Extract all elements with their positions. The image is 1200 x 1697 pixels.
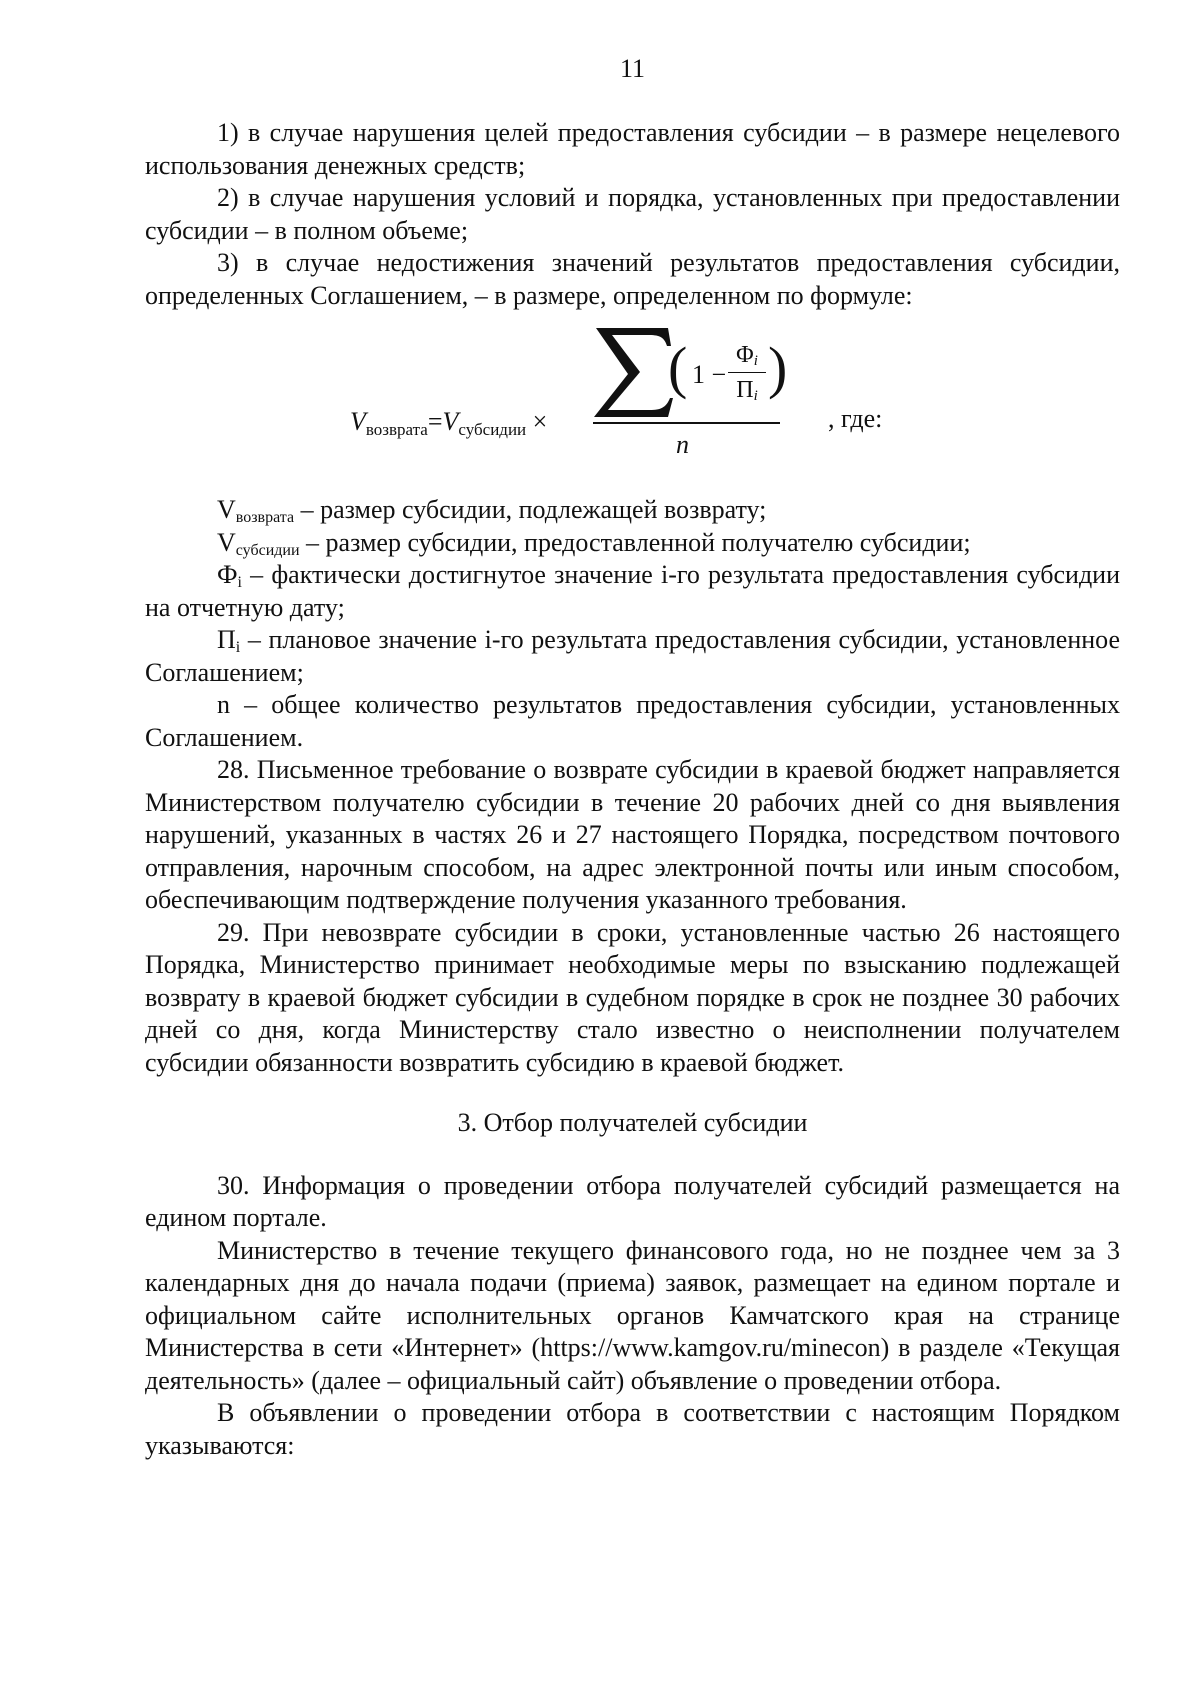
formula-denominator: n bbox=[676, 430, 689, 459]
formula-where: , где: bbox=[828, 404, 883, 433]
page-number: 11 bbox=[619, 54, 646, 83]
sum-sigma-icon bbox=[592, 324, 674, 420]
formula-inner-fraction bbox=[728, 340, 766, 405]
formula-pi: П bbox=[736, 377, 754, 403]
document-body bbox=[145, 117, 1120, 1462]
formula-times: × bbox=[532, 407, 548, 436]
refund-formula bbox=[350, 312, 788, 494]
list-item-3: 3) в случае недостижения значений результатов предоставления субсидии, определенных Соглашением, – в размере, определенном по формуле: bbox=[145, 248, 1120, 310]
definition-n: n – общее количество результатов предоставления субсидии, установленных Соглашением. bbox=[145, 690, 1120, 752]
formula-lhs bbox=[350, 407, 547, 437]
formula-left-paren: ( bbox=[668, 335, 688, 400]
paragraph-ministry-announcement: Министерство в течение текущего финансового года, но не позднее чем за 3 календарных дня до начала подачи (приема) заявок, размещает на едином портале и официальном сайте исполнительных органов Камчатского края на странице Министерства в сети «Интернет» (https://www.kamgov.ru/minecon) в разделе «Текущая деятельность» (далее – официальный сайт) объявление о проведении отбора. bbox=[145, 1235, 1120, 1395]
formula-pi-sub: i bbox=[753, 388, 758, 404]
formula-v-subsidy: V bbox=[442, 407, 459, 436]
paragraph-28: 28. Письменное требование о возврате субсидии в краевой бюджет направляется Министерством получателю субсидии в течение 20 рабочих дней со дня выявления нарушений, указанных в частях 26 и 27 настоящего Порядка, посредством почтового отправления, нарочным способом, на адрес электронной почты или иным способом, обеспечивающим подтверждение получения указанного требования. bbox=[145, 755, 1120, 914]
formula-main-fraction-bar bbox=[593, 422, 780, 424]
definition-phi: $Ф_i$ – фактически достигнутое значение i-го результата предоставления субсидии на отчетную дату; bbox=[145, 560, 1120, 622]
fraction-bar bbox=[728, 372, 766, 373]
list-item-2: 2) в случае нарушения условий и порядка, установленных при предоставлении субсидии – в полном объеме; bbox=[145, 183, 1120, 245]
formula-one-minus: 1 − bbox=[692, 360, 727, 389]
formula-sub-subsidy: субсидии bbox=[458, 420, 527, 439]
paragraph-30: 30. Информация о проведении отбора получателей субсидий размещается на едином портале. bbox=[145, 1170, 1120, 1232]
formula-v-refund: V bbox=[350, 407, 366, 436]
definition-pi: $П_i$ – плановое значение i-го результата предоставления субсидии, установленное Соглашением; bbox=[145, 625, 1120, 687]
list-item-1: 1) в случае нарушения целей предоставления субсидии – в размере нецелевого использования денежных средств; bbox=[145, 118, 1120, 180]
formula-equals: = bbox=[427, 407, 443, 436]
definition-v-refund: $V_{возврата}$ – размер субсидии, подлежащей возврату; bbox=[217, 495, 767, 526]
paragraph-29: 29. При невозврате субсидии в сроки, установленные частью 26 настоящего Порядка, Министерство принимает необходимые меры по взысканию подлежащей возврату в краевой бюджет субсидии в судебном порядке в срок не позднее 30 рабочих дней со дня, когда Министерству стало известно о неисполнении получателем субсидии обязанности возвратить субсидию в краевой бюджет. bbox=[145, 917, 1120, 1077]
paragraph-announcement-contents: В объявлении о проведении отбора в соответствии с настоящим Порядком указываются: bbox=[145, 1398, 1120, 1460]
formula-block bbox=[145, 312, 1120, 494]
formula-right-paren: ) bbox=[768, 335, 788, 400]
formula-phi: Φ bbox=[736, 342, 754, 368]
formula-sub-refund: возврата bbox=[365, 420, 428, 439]
section-heading: 3. Отбор получателей субсидии bbox=[457, 1108, 808, 1137]
definition-v-subsidy: $V_{субсидии}$ – размер субсидии, предоставленной получателю субсидии; bbox=[217, 527, 971, 559]
formula-phi-sub: i bbox=[753, 353, 758, 369]
